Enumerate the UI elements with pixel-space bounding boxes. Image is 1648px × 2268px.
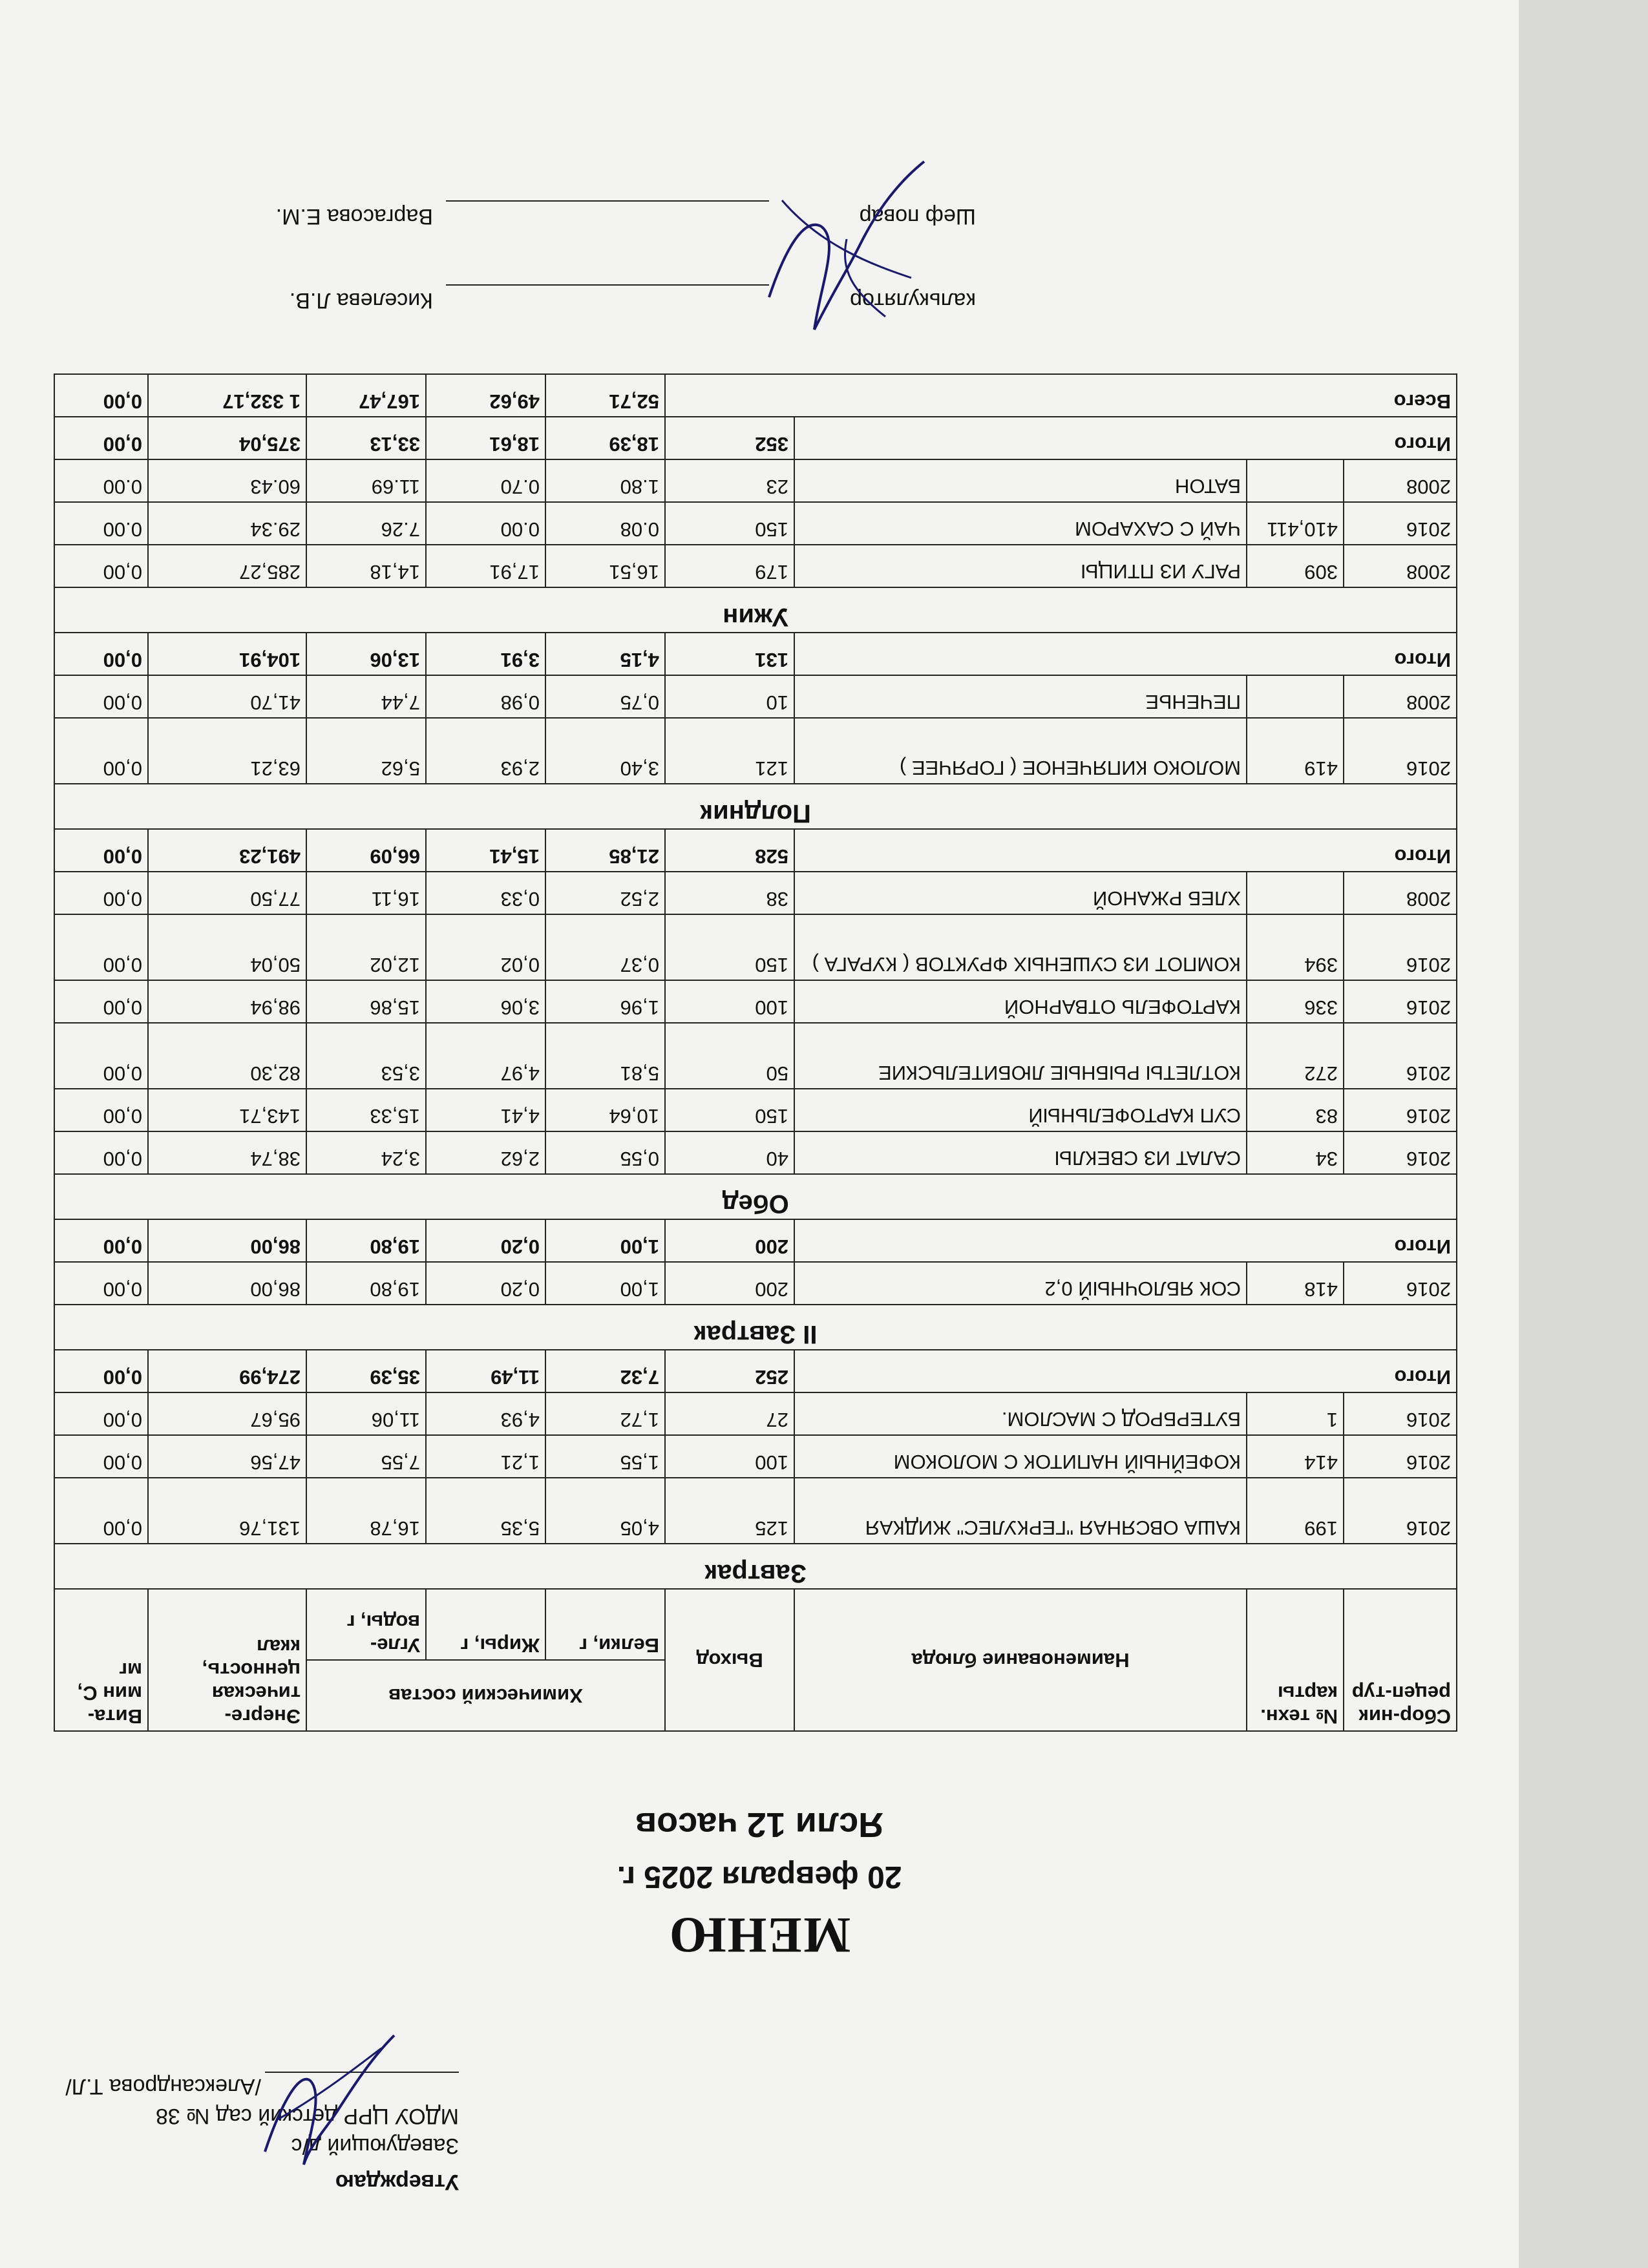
cell-collection: 2008 xyxy=(1344,545,1457,587)
cell-collection: 2016 xyxy=(1344,1131,1457,1174)
cell-tech-card: 1 xyxy=(1247,1392,1344,1435)
total-carbs: 13,06 xyxy=(306,633,426,675)
cell-vitc: 0,00 xyxy=(54,675,148,718)
total-label: Итого xyxy=(794,1350,1457,1392)
header-dish-name: Наименование блюда xyxy=(794,1589,1247,1731)
total-proteins: 1,00 xyxy=(545,1219,665,1262)
approval-title: Утверждаю xyxy=(335,2170,459,2194)
cell-dish-name: КОТЛЕТЫ РЫБНЫЕ ЛЮБИТЕЛЬСКИЕ xyxy=(794,1023,1247,1089)
cell-collection: 2016 xyxy=(1344,914,1457,980)
cell-tech-card: 199 xyxy=(1247,1478,1344,1544)
total-output: 200 xyxy=(665,1219,794,1262)
cell-proteins: 0,37 xyxy=(545,914,665,980)
total-proteins: 4,15 xyxy=(545,633,665,675)
total-proteins: 21,85 xyxy=(545,829,665,872)
grand-total-label: Всего xyxy=(665,374,1457,417)
total-fats: 11,49 xyxy=(426,1350,545,1392)
section-title: Полдник xyxy=(54,784,1457,829)
menu-body xyxy=(54,374,1457,1589)
total-row xyxy=(54,417,1457,459)
table-row xyxy=(54,1262,1457,1305)
cell-output: 179 xyxy=(665,545,794,587)
cell-energy: 95,67 xyxy=(148,1392,306,1435)
total-label: Итого xyxy=(794,417,1457,459)
cell-carbs: 11.69 xyxy=(306,459,426,502)
cell-fats: 0,02 xyxy=(426,914,545,980)
grand-total-proteins: 52,71 xyxy=(545,374,665,417)
total-fats: 18,61 xyxy=(426,417,545,459)
total-row xyxy=(54,829,1457,872)
total-vitc: 0,00 xyxy=(54,417,148,459)
cell-dish-name: ПЕЧЕНЬЕ xyxy=(794,675,1247,718)
cell-dish-name: ЧАЙ С САХАРОМ xyxy=(794,502,1247,545)
cell-output: 100 xyxy=(665,980,794,1023)
cell-output: 121 xyxy=(665,718,794,784)
cell-fats: 3,06 xyxy=(426,980,545,1023)
cell-tech-card: 394 xyxy=(1247,914,1344,980)
cell-carbs: 16,11 xyxy=(306,872,426,914)
cell-proteins: 0,75 xyxy=(545,675,665,718)
document-title: МЕНЮ xyxy=(668,1907,851,1964)
grand-total-vitc: 0,00 xyxy=(54,374,148,417)
total-energy: 375,04 xyxy=(148,417,306,459)
signature-row xyxy=(200,284,976,317)
cell-collection: 2016 xyxy=(1344,1023,1457,1089)
total-proteins: 18,39 xyxy=(545,417,665,459)
cell-collection: 2016 xyxy=(1344,1089,1457,1131)
cell-dish-name: БУТЕРБРОД С МАСЛОМ. xyxy=(794,1392,1247,1435)
cell-collection: 2008 xyxy=(1344,675,1457,718)
table-row xyxy=(54,1089,1457,1131)
menu-table xyxy=(54,373,1457,1732)
cell-collection: 2016 xyxy=(1344,1435,1457,1478)
cell-dish-name: БАТОН xyxy=(794,459,1247,502)
cell-collection: 2016 xyxy=(1344,502,1457,545)
cell-dish-name: РАГУ ИЗ ПТИЦЫ xyxy=(794,545,1247,587)
cell-proteins: 1,96 xyxy=(545,980,665,1023)
cell-fats: 4,97 xyxy=(426,1023,545,1089)
cell-output: 150 xyxy=(665,502,794,545)
section-title: Ужин xyxy=(54,587,1457,633)
cell-energy: 60.43 xyxy=(148,459,306,502)
signature-row xyxy=(200,200,976,233)
cell-energy: 41,70 xyxy=(148,675,306,718)
cell-vitc: 0.00 xyxy=(54,459,148,502)
total-carbs: 33,13 xyxy=(306,417,426,459)
total-output: 528 xyxy=(665,829,794,872)
table-row xyxy=(54,502,1457,545)
grand-total-row xyxy=(54,374,1457,417)
total-energy: 491,23 xyxy=(148,829,306,872)
cell-vitc: 0,00 xyxy=(54,914,148,980)
total-label: Итого xyxy=(794,829,1457,872)
signature-name: Варгасова Е.М. xyxy=(275,204,433,229)
approval-sign-row xyxy=(58,2072,459,2101)
document-group: Ясли 12 часов xyxy=(635,1805,884,1844)
cell-vitc: 0,00 xyxy=(54,1089,148,1131)
cell-output: 10 xyxy=(665,675,794,718)
approval-position-1: Заведующий д/с xyxy=(291,2134,459,2158)
total-fats: 15,41 xyxy=(426,829,545,872)
cell-vitc: 0,00 xyxy=(54,1478,148,1544)
cell-tech-card: 419 xyxy=(1247,718,1344,784)
total-energy: 86,00 xyxy=(148,1219,306,1262)
section-row xyxy=(54,1544,1457,1589)
section-row xyxy=(54,1174,1457,1219)
cell-fats: 0.00 xyxy=(426,502,545,545)
cell-proteins: 10,64 xyxy=(545,1089,665,1131)
total-label: Итого xyxy=(794,1219,1457,1262)
cell-dish-name: КАША ОВСЯНАЯ "ГЕРКУЛЕС" ЖИДКАЯ xyxy=(794,1478,1247,1544)
grand-total-carbs: 167,47 xyxy=(306,374,426,417)
approval-signer: /Александрова Т.Л/ xyxy=(65,2074,261,2099)
cell-carbs: 3,24 xyxy=(306,1131,426,1174)
cell-proteins: 1,00 xyxy=(545,1262,665,1305)
section-row xyxy=(54,784,1457,829)
cell-output: 150 xyxy=(665,1089,794,1131)
table-row xyxy=(54,675,1457,718)
total-output: 131 xyxy=(665,633,794,675)
cell-output: 125 xyxy=(665,1478,794,1544)
cell-fats: 0,20 xyxy=(426,1262,545,1305)
cell-fats: 4,93 xyxy=(426,1392,545,1435)
cell-collection: 2008 xyxy=(1344,459,1457,502)
total-fats: 0,20 xyxy=(426,1219,545,1262)
section-row xyxy=(54,587,1457,633)
cell-carbs: 15,33 xyxy=(306,1089,426,1131)
cell-proteins: 2,52 xyxy=(545,872,665,914)
cell-tech-card xyxy=(1247,675,1344,718)
cell-dish-name: КАРТОФЕЛЬ ОТВАРНОЙ xyxy=(794,980,1247,1023)
table-row xyxy=(54,914,1457,980)
total-output: 252 xyxy=(665,1350,794,1392)
cell-carbs: 7,55 xyxy=(306,1435,426,1478)
title-block xyxy=(0,1805,1519,1964)
cell-output: 38 xyxy=(665,872,794,914)
cell-dish-name: СОК ЯБЛОЧНЫЙ 0,2 xyxy=(794,1262,1247,1305)
signature-role: Шеф повар xyxy=(859,204,976,229)
cell-energy: 63,21 xyxy=(148,718,306,784)
cell-tech-card xyxy=(1247,872,1344,914)
cell-collection: 2016 xyxy=(1344,980,1457,1023)
signature-role: кальк​улятор xyxy=(850,288,976,313)
cell-collection: 2016 xyxy=(1344,1478,1457,1544)
table-row xyxy=(54,1478,1457,1544)
cell-dish-name: ХЛЕБ РЖАНОЙ xyxy=(794,872,1247,914)
cell-vitc: 0,00 xyxy=(54,545,148,587)
cell-tech-card: 34 xyxy=(1247,1131,1344,1174)
cell-fats: 4,41 xyxy=(426,1089,545,1131)
header-fats: Жиры, г xyxy=(426,1589,545,1660)
cell-vitc: 0,00 xyxy=(54,718,148,784)
cell-carbs: 15,86 xyxy=(306,980,426,1023)
cell-fats: 5,35 xyxy=(426,1478,545,1544)
header-carbs: Угле-воды, г xyxy=(306,1589,426,1660)
total-label: Итого xyxy=(794,633,1457,675)
cell-dish-name: САЛАТ ИЗ СВЕКЛЫ xyxy=(794,1131,1247,1174)
cell-tech-card: 83 xyxy=(1247,1089,1344,1131)
total-fats: 3,91 xyxy=(426,633,545,675)
total-energy: 104,91 xyxy=(148,633,306,675)
cell-fats: 2,93 xyxy=(426,718,545,784)
header-output: Выход xyxy=(665,1589,794,1731)
total-carbs: 19,80 xyxy=(306,1219,426,1262)
cell-energy: 86,00 xyxy=(148,1262,306,1305)
cell-carbs: 7,44 xyxy=(306,675,426,718)
approval-block xyxy=(58,2072,459,2197)
section-title: II Завтрак xyxy=(54,1305,1457,1350)
header-collection: Сбор-ник рецеп-тур xyxy=(1344,1589,1457,1731)
cell-collection: 2016 xyxy=(1344,718,1457,784)
cell-output: 23 xyxy=(665,459,794,502)
total-vitc: 0,00 xyxy=(54,1219,148,1262)
total-carbs: 66,09 xyxy=(306,829,426,872)
header-vitamin-c: Вита-мин С, мг xyxy=(54,1589,148,1731)
total-vitc: 0,00 xyxy=(54,829,148,872)
total-vitc: 0,00 xyxy=(54,1350,148,1392)
total-carbs: 35,39 xyxy=(306,1350,426,1392)
table-row xyxy=(54,1392,1457,1435)
document-date: 20 февраля 2025 г. xyxy=(617,1860,902,1894)
table-row xyxy=(54,545,1457,587)
table-row xyxy=(54,1131,1457,1174)
cell-energy: 29.34 xyxy=(148,502,306,545)
header-tech-card: № техн. карты xyxy=(1247,1589,1344,1731)
cell-output: 50 xyxy=(665,1023,794,1089)
signature-line xyxy=(446,284,769,311)
cell-output: 40 xyxy=(665,1131,794,1174)
cell-collection: 2016 xyxy=(1344,1392,1457,1435)
total-vitc: 0,00 xyxy=(54,633,148,675)
cell-carbs: 19,80 xyxy=(306,1262,426,1305)
total-energy: 274,99 xyxy=(148,1350,306,1392)
total-row xyxy=(54,1219,1457,1262)
table-row xyxy=(54,718,1457,784)
signature-name: Киселева Л.В. xyxy=(289,288,433,313)
grand-total-energy: 1 332,17 xyxy=(148,374,306,417)
section-title: Обед xyxy=(54,1174,1457,1219)
cell-tech-card: 309 xyxy=(1247,545,1344,587)
cell-carbs: 14,18 xyxy=(306,545,426,587)
cell-energy: 47,56 xyxy=(148,1435,306,1478)
header-proteins: Белки, г xyxy=(545,1589,665,1660)
cell-output: 100 xyxy=(665,1435,794,1478)
cell-vitc: 0,00 xyxy=(54,1392,148,1435)
total-proteins: 7,32 xyxy=(545,1350,665,1392)
cell-tech-card xyxy=(1247,459,1344,502)
cell-vitc: 0,00 xyxy=(54,1131,148,1174)
cell-carbs: 5,62 xyxy=(306,718,426,784)
cell-dish-name: СУП КАРТОФЕЛЬНЫЙ xyxy=(794,1089,1247,1131)
cell-tech-card: 414 xyxy=(1247,1435,1344,1478)
cell-energy: 50,04 xyxy=(148,914,306,980)
cell-vitc: 0,00 xyxy=(54,872,148,914)
cell-proteins: 3,40 xyxy=(545,718,665,784)
cell-proteins: 1,72 xyxy=(545,1392,665,1435)
table-row xyxy=(54,1023,1457,1089)
header-chem-composition: Химический состав xyxy=(306,1660,665,1731)
table-row xyxy=(54,980,1457,1023)
cell-carbs: 3,53 xyxy=(306,1023,426,1089)
cell-fats: 0.70 xyxy=(426,459,545,502)
cell-carbs: 12,02 xyxy=(306,914,426,980)
approval-signature-line xyxy=(265,2072,459,2095)
table-row xyxy=(54,1435,1457,1478)
cell-tech-card: 410,411 xyxy=(1247,502,1344,545)
cell-fats: 17,91 xyxy=(426,545,545,587)
cell-collection: 2016 xyxy=(1344,1262,1457,1305)
cell-fats: 0,33 xyxy=(426,872,545,914)
total-row xyxy=(54,1350,1457,1392)
cell-energy: 82,30 xyxy=(148,1023,306,1089)
total-row xyxy=(54,633,1457,675)
cell-proteins: 0,55 xyxy=(545,1131,665,1174)
cell-tech-card: 336 xyxy=(1247,980,1344,1023)
cell-collection: 2008 xyxy=(1344,872,1457,914)
section-title: Завтрак xyxy=(54,1544,1457,1589)
cell-energy: 38,74 xyxy=(148,1131,306,1174)
cell-proteins: 16,51 xyxy=(545,545,665,587)
cell-fats: 2,62 xyxy=(426,1131,545,1174)
signatures-block xyxy=(200,149,976,317)
cell-dish-name: КОМПОТ ИЗ СУШЕНЫХ ФРУКТОВ ( КУРАГА ) xyxy=(794,914,1247,980)
cell-dish-name: КОФЕЙНЫЙ НАПИТОК С МОЛОКОМ xyxy=(794,1435,1247,1478)
cell-energy: 143,71 xyxy=(148,1089,306,1131)
cell-energy: 98,94 xyxy=(148,980,306,1023)
total-output: 352 xyxy=(665,417,794,459)
cell-output: 200 xyxy=(665,1262,794,1305)
signature-line xyxy=(446,200,769,227)
cell-proteins: 1.80 xyxy=(545,459,665,502)
cell-tech-card: 272 xyxy=(1247,1023,1344,1089)
cell-vitc: 0,00 xyxy=(54,1435,148,1478)
cell-energy: 285,27 xyxy=(148,545,306,587)
cell-tech-card: 418 xyxy=(1247,1262,1344,1305)
cell-output: 27 xyxy=(665,1392,794,1435)
cell-energy: 131,76 xyxy=(148,1478,306,1544)
cell-vitc: 0,00 xyxy=(54,1262,148,1305)
table-row xyxy=(54,872,1457,914)
cell-output: 150 xyxy=(665,914,794,980)
cell-fats: 1,21 xyxy=(426,1435,545,1478)
cell-vitc: 0,00 xyxy=(54,1023,148,1089)
header-energy: Энерге-тическая ценность, ккал xyxy=(148,1589,306,1731)
cell-vitc: 0.00 xyxy=(54,502,148,545)
table-row xyxy=(54,459,1457,502)
cell-fats: 0,98 xyxy=(426,675,545,718)
cell-carbs: 7.26 xyxy=(306,502,426,545)
approval-position-2: МДОУ ЦРР детский сад № 38 xyxy=(155,2104,459,2128)
grand-total-fats: 49,62 xyxy=(426,374,545,417)
cell-carbs: 16,78 xyxy=(306,1478,426,1544)
cell-proteins: 4,05 xyxy=(545,1478,665,1544)
cell-vitc: 0,00 xyxy=(54,980,148,1023)
cell-dish-name: МОЛОКО КИПЯЧЕНОЕ ( ГОРЯЧЕЕ ) xyxy=(794,718,1247,784)
section-row xyxy=(54,1305,1457,1350)
cell-energy: 77,50 xyxy=(148,872,306,914)
cell-proteins: 0.08 xyxy=(545,502,665,545)
cell-carbs: 11,06 xyxy=(306,1392,426,1435)
cell-proteins: 5,81 xyxy=(545,1023,665,1089)
cell-proteins: 1,55 xyxy=(545,1435,665,1478)
